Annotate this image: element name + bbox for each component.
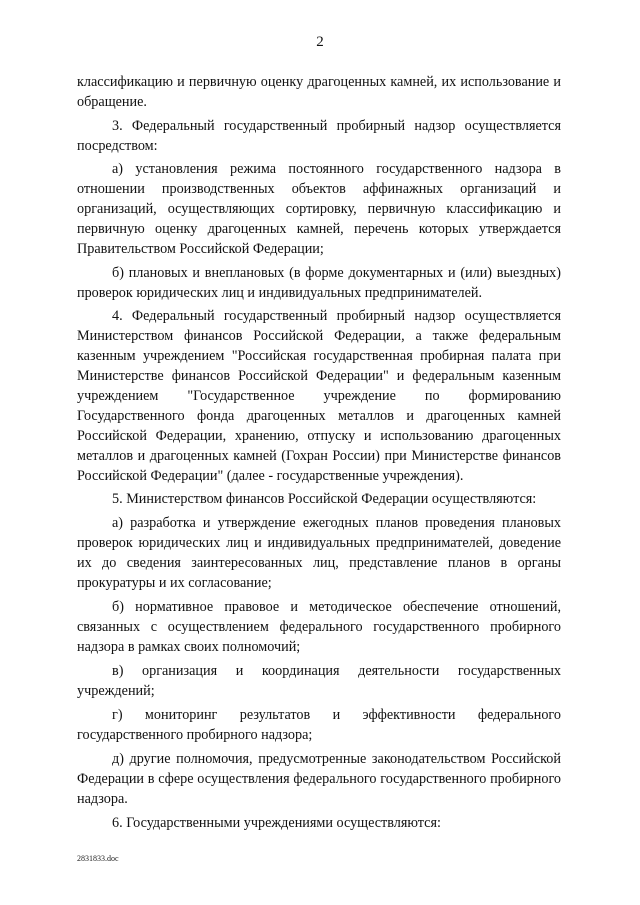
paragraph-3: 3. Федеральный государственный пробирный надзор осуществляется посредством: [77, 118, 561, 154]
document-file-code: 2831833.doc [77, 854, 119, 863]
document-body [77, 72, 561, 836]
paragraph-continuation: классификацию и первичную оценку драгоценных камней, их использование и обращение. [77, 74, 561, 110]
paragraph-5-item-g: г) мониторинг результатов и эффективности федерального государственного пробирного надзора; [77, 707, 561, 743]
paragraph-5: 5. Министерством финансов Российской Федерации осуществляются: [112, 491, 537, 507]
paragraph-5-item-d: д) другие полномочия, предусмотренные законодательством Российской Федерации в сфере осуществления федерального государственного пробирного надзора. [77, 751, 561, 807]
paragraph-4: 4. Федеральный государственный пробирный надзор осуществляется Министерством финансов Российской Федерации, а также федеральным казенным учреждением "Российская государственная пробирная палата при Министерстве финансов Российской Федерации" и федеральным казенным учреждением "Государственное учреждение по формированию Государственного фонда драгоценных металлов и драгоценных камней Российской Федерации, хранению, отпуску и использованию драгоценных металлов и драгоценных камней (Гохран России) при Министерстве финансов Российской Федерации" (далее - государственные учреждения). [77, 308, 561, 484]
paragraph-5-item-b: б) нормативное правовое и методическое обеспечение отношений, связанных с осуществлением федерального государственного пробирного надзора в рамках своих полномочий; [77, 599, 561, 655]
paragraph-6: 6. Государственными учреждениями осуществляются: [112, 815, 441, 831]
paragraph-5-item-a: а) разработка и утверждение ежегодных планов проведения плановых проверок юридических лиц и индивидуальных предпринимателей, доведение их до сведения заинтересованных лиц, представление планов в органы прокуратуры и их согласование; [77, 515, 561, 591]
paragraph-3-item-b: б) плановых и внеплановых (в форме документарных и (или) выездных) проверок юридических лиц и индивидуальных предпринимателей. [77, 265, 561, 301]
paragraph-3-item-a: а) установления режима постоянного государственного надзора в отношении производственных объектов аффинажных организаций и организаций, осуществляющих сортировку, первичную классификацию и первичную оценку драгоценных камней, перечень которых утверждается Правительством Российской Федерации; [77, 161, 561, 257]
paragraph-5-item-v: в) организация и координация деятельности государственных учреждений; [77, 663, 561, 699]
page-number: 2 [316, 34, 324, 50]
